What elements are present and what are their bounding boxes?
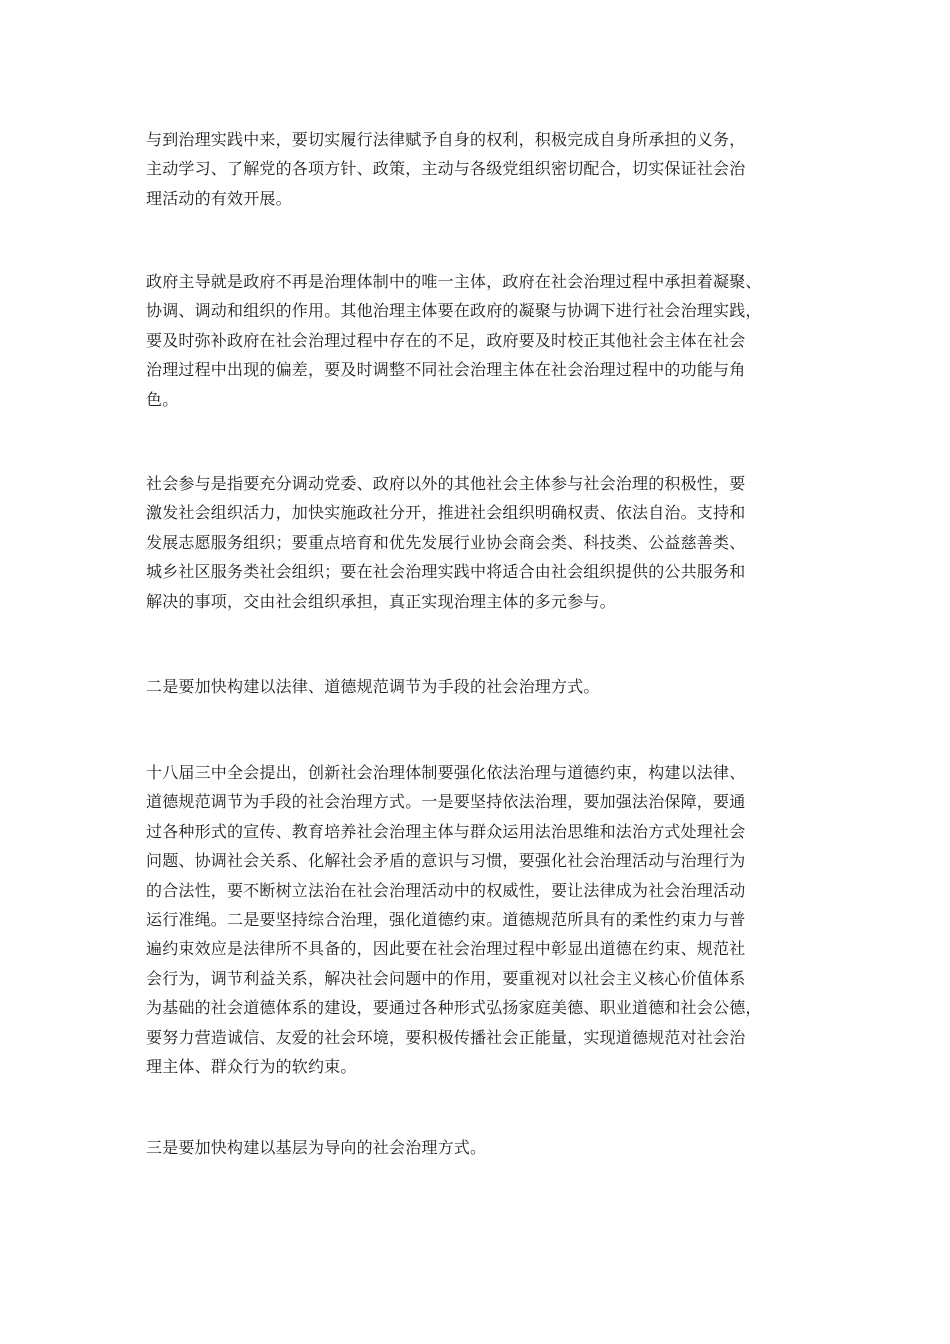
text-line: 要努力营造诚信、友爱的社会环境，要积极传播社会正能量，实现道德规范对社会治 xyxy=(146,1027,746,1047)
text-line: 问题、协调社会关系、化解社会矛盾的意识与习惯，要强化社会治理活动与治理行为 xyxy=(146,851,746,871)
text-line: 协调、调动和组织的作用。其他治理主体要在政府的凝聚与协调下进行社会治理实践， xyxy=(146,301,762,321)
text-line: 三是要加快构建以基层为导向的社会治理方式。 xyxy=(146,1138,487,1157)
text-line: 城乡社区服务类社会组织；要在社会治理实践中将适合由社会组织提供的公共服务和 xyxy=(146,562,746,582)
section-heading-third xyxy=(146,1133,826,1162)
text-line: 运行准绳。二是要坚持综合治理，强化道德约束。道德规范所具有的柔性约束力与普 xyxy=(146,910,746,930)
text-line: 十八届三中全会提出，创新社会治理体制要强化依法治理与道德约束，构建以法律、 xyxy=(146,763,746,782)
text-line: 发展志愿服务组织；要重点培育和优先发展行业协会商会类、科技类、公益慈善类、 xyxy=(146,532,746,552)
text-line: 主动学习、了解党的各项方针、政策，主动与各级党组织密切配合，切实保证社会治 xyxy=(146,159,746,179)
text-line: 政府主导就是政府不再是治理体制中的唯一主体，政府在社会治理过程中承担着凝聚、 xyxy=(146,272,762,291)
text-line: 遍约束效应是法律所不具备的，因此要在社会治理过程中彰显出道德在约束、规范社 xyxy=(146,939,746,959)
text-line: 二是要加快构建以法律、道德规范调节为手段的社会治理方式。 xyxy=(146,677,600,696)
text-line: 与到治理实践中来，要切实履行法律赋予自身的权利，积极完成自身所承担的义务， xyxy=(146,130,746,149)
text-line: 理主体、群众行为的软约束。 xyxy=(146,1057,357,1077)
text-line: 的合法性，要不断树立法治在社会治理活动中的权威性，要让法律成为社会治理活动 xyxy=(146,880,746,900)
text-line: 社会参与是指要充分调动党委、政府以外的其他社会主体参与社会治理的积极性，要 xyxy=(146,474,746,493)
section-heading-second xyxy=(146,672,826,701)
text-line: 色。 xyxy=(146,389,179,409)
text-line: 会行为，调节利益关系，解决社会问题中的作用，要重视对以社会主义核心价值体系 xyxy=(146,968,746,988)
text-line: 过各种形式的宣传、教育培养社会治理主体与群众运用法治思维和法治方式处理社会 xyxy=(146,821,746,841)
text-line: 解决的事项，交由社会组织承担，真正实现治理主体的多元参与。 xyxy=(146,591,616,611)
text-line: 为基础的社会道德体系的建设，要通过各种形式弘扬家庭美德、职业道德和社会公德， xyxy=(146,998,762,1018)
paragraph-law-and-morality xyxy=(146,758,826,1081)
paragraph-party-participation xyxy=(146,125,826,213)
text-line: 理活动的有效开展。 xyxy=(146,188,292,208)
text-line: 道德规范调节为手段的社会治理方式。一是要坚持依法治理，要加强法治保障，要通 xyxy=(146,792,746,812)
text-line: 要及时弥补政府在社会治理过程中存在的不足，政府要及时校正其他社会主体在社会 xyxy=(146,330,746,350)
text-line: 治理过程中出现的偏差，要及时调整不同社会治理主体在社会治理过程中的功能与角 xyxy=(146,360,746,380)
paragraph-government-leading xyxy=(146,267,826,414)
paragraph-social-participation xyxy=(146,469,826,616)
text-line: 激发社会组织活力，加快实施政社分开，推进社会组织明确权责、依法自治。支持和 xyxy=(146,503,746,523)
